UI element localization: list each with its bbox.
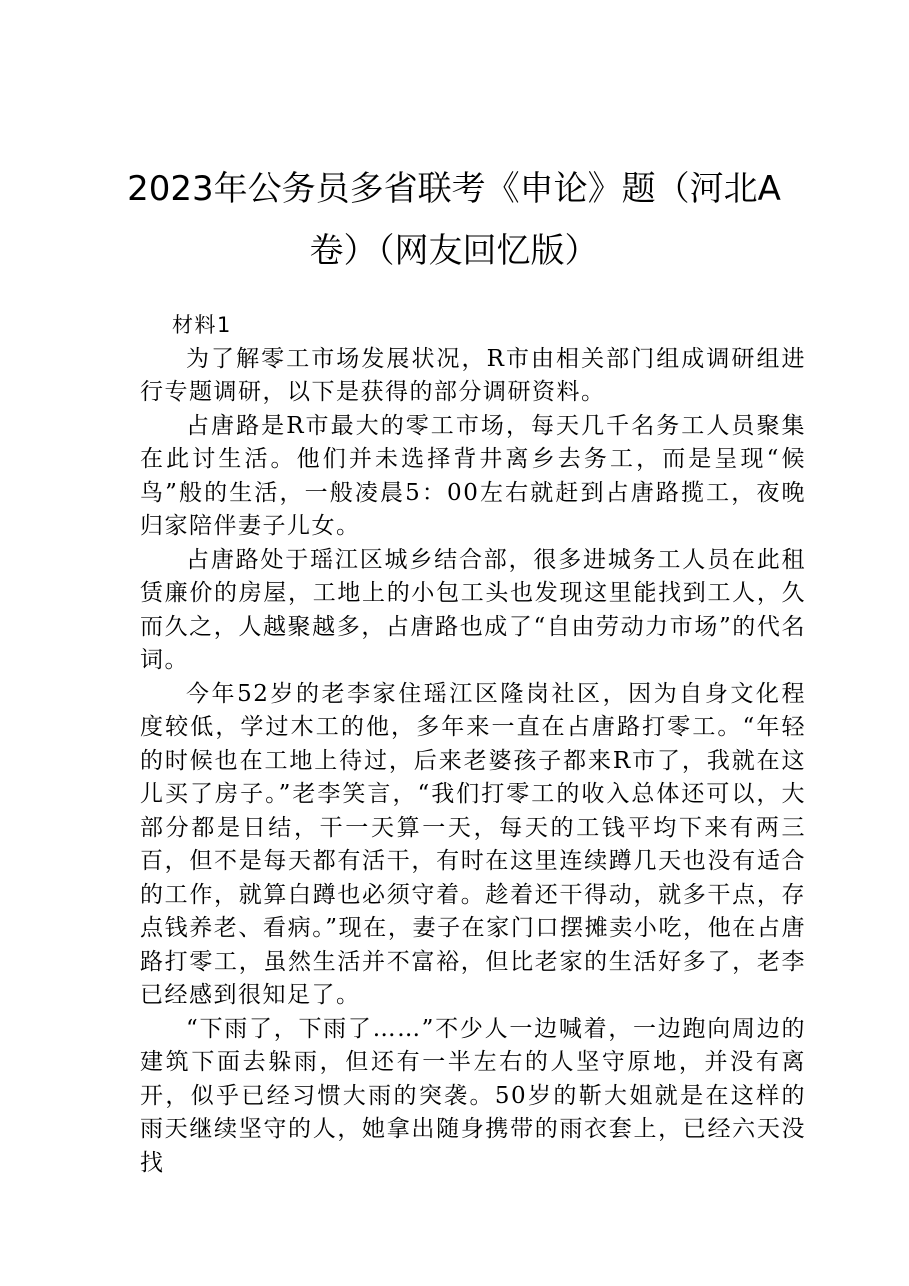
paragraph-1: 为了解零工市场发展状况，R市由相关部门组成调研组进行专题调研，以下是获得的部分调研资料。 — [140, 345, 806, 405]
document-body — [140, 309, 806, 1180]
paragraph-4: 今年52岁的老李家住瑶江区隆岗社区，因为自身文化程度较低，学过木工的他，多年来一直在占唐路打零工。“年轻的时候也在工地上待过，后来老婆孩子都来R市了，我就在这儿买了房子。”老李笑言，“我们打零工的收入总体还可以，大部分都是日结，干一天算一天，每天的工钱平均下来有两三百，但不是每天都有活干，有时在这里连续蹲几天也没有适合的工作，就算白蹲也必须守着。趁着还干得动，就多干点，存点钱养老、看病。”现在，妻子在家门口摆摊卖小吃，他在占唐路打零工，虽然生活并不富裕，但比老家的生活好多了，老李已经感到很知足了。 — [140, 680, 806, 1008]
section-label: 材料1 — [172, 313, 232, 337]
paragraph-2: 占唐路是R市最大的零工市场，每天几千名务工人员聚集在此讨生活。他们并未选择背井离乡去务工，而是呈现“候鸟”般的生活，一般凌晨5：00左右就赶到占唐路揽工，夜晚归家陪伴妻子儿女。 — [140, 412, 806, 539]
document-title: 2023年公务员多省联考《申论》题（河北A卷）（网友回忆版） — [127, 169, 781, 271]
paragraph-3: 占唐路处于瑶江区城乡结合部，很多进城务工人员在此租赁廉价的房屋，工地上的小包工头也发现这里能找到工人，久而久之，人越聚越多，占唐路也成了“自由劳动力市场”的代名词。 — [140, 546, 806, 673]
paragraph-5: “下雨了，下雨了……”不少人一边喊着，一边跑向周边的建筑下面去躲雨，但还有一半左右的人坚守原地，并没有离开，似乎已经习惯大雨的突袭。50岁的靳大姐就是在这样的雨天继续坚守的人，她拿出随身携带的雨衣套上，已经六天没找 — [140, 1015, 806, 1176]
